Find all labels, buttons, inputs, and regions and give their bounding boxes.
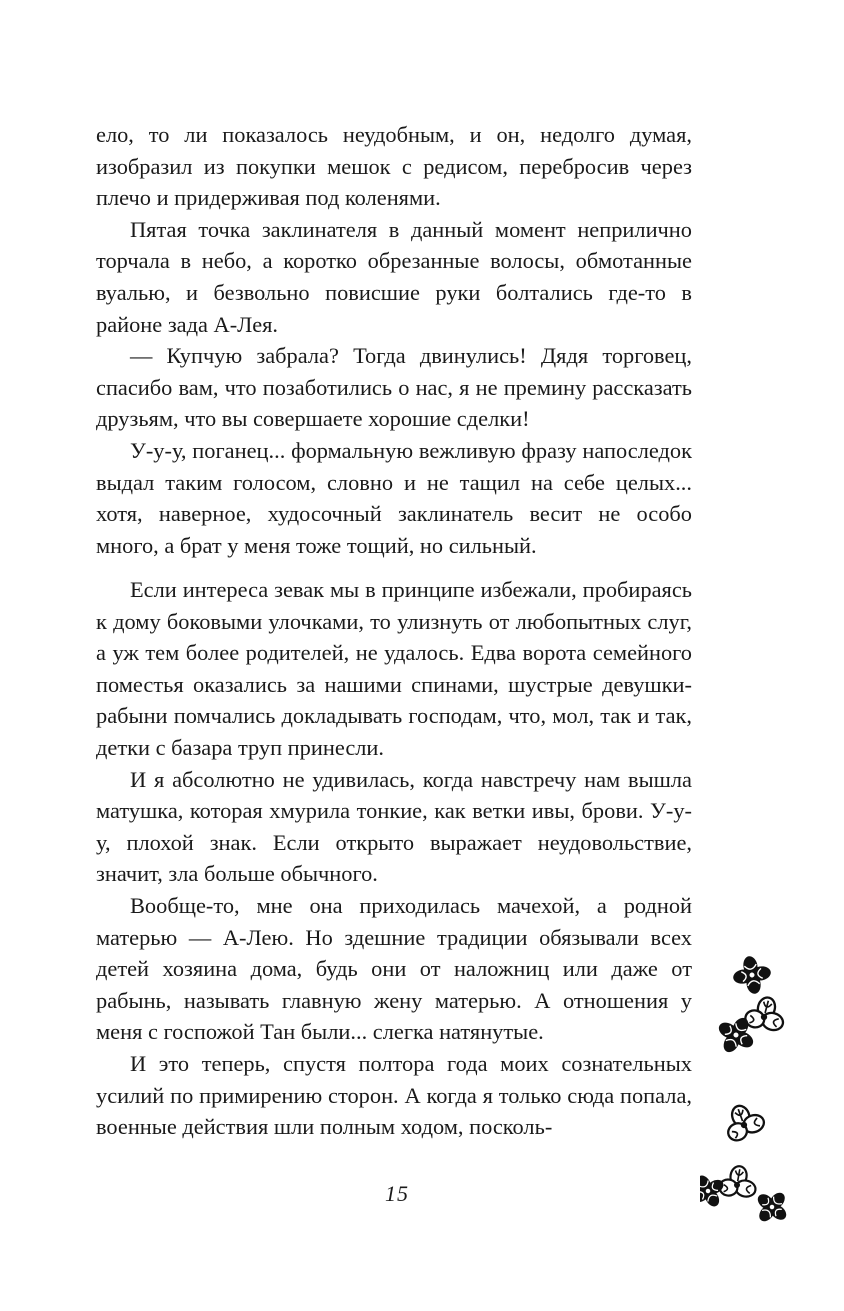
- paragraph: — Купчую забрала? Тогда двинулись! Дядя торговец, спасибо вам, что позаботились о нас, я не премину рассказать друзьям, что вы совершаете хорошие сделки!: [96, 343, 692, 432]
- page-number: 15: [385, 1181, 409, 1206]
- text-section-2: [96, 574, 692, 1143]
- flower-1: [730, 953, 774, 997]
- paragraph: И я абсолютно не удивилась, когда навстречу нам вышла матушка, которая хмурила тонкие, как ветки ивы, брови. У-у-у, плохой знак. Если открыто выражает неудовольствие, значит, зла больше обычного.: [96, 766, 692, 887]
- paragraph: ело, то ли показалось неудобным, и он, недолго думая, изобразил из покупки мешок с редисом, перебросив через плечо и придерживая под коленями.: [96, 122, 692, 211]
- flower-ornament-icon: [700, 945, 810, 1245]
- paragraph: У-у-у, поганец... формальную вежливую фразу напоследок выдал таким голосом, словно и не тащил на себе целых... хотя, наверное, худосочный заклинатель весит не особо много, а брат у меня тоже тощий, но сильный.: [96, 437, 692, 558]
- flower-2: [743, 993, 788, 1034]
- paragraph: И это теперь, спустя полтора года моих сознательных усилий по примирению сторон. А когда я только сюда попала, военные действия шли полным ходом, посколь-: [96, 1050, 692, 1140]
- paragraph: Пятая точка заклинателя в данный момент неприлично торчала в небо, а коротко обрезанные волосы, обмотанные вуалью, и безвольно повисшие руки болтались где-то в районе зада А-Лея.: [96, 216, 692, 337]
- flower-5: [718, 1163, 759, 1200]
- text-section-1: [96, 119, 692, 561]
- flower-4: [720, 1099, 767, 1143]
- paragraph: Если интереса зевак мы в принципе избежали, пробираясь к дому боковыми улочками, то улизнуть от любопытных слуг, а уж тем более родителей, не удалось. Едва ворота семейного поместья оказались за нашими спинами, шустрые девушки-рабыни помчались докладывать господам, что, мол, так и так, детки с базара труп принесли.: [96, 577, 692, 760]
- paragraph: Вообще-то, мне она приходилась мачехой, а родной матерью — А-Лею. Но здешние традиции обязывали всех детей хозяина дома, будь они от наложниц или даже от рабынь, называть главную жену матерью. А отношения у меня с госпожой Тан были... слегка натянутые.: [96, 892, 692, 1045]
